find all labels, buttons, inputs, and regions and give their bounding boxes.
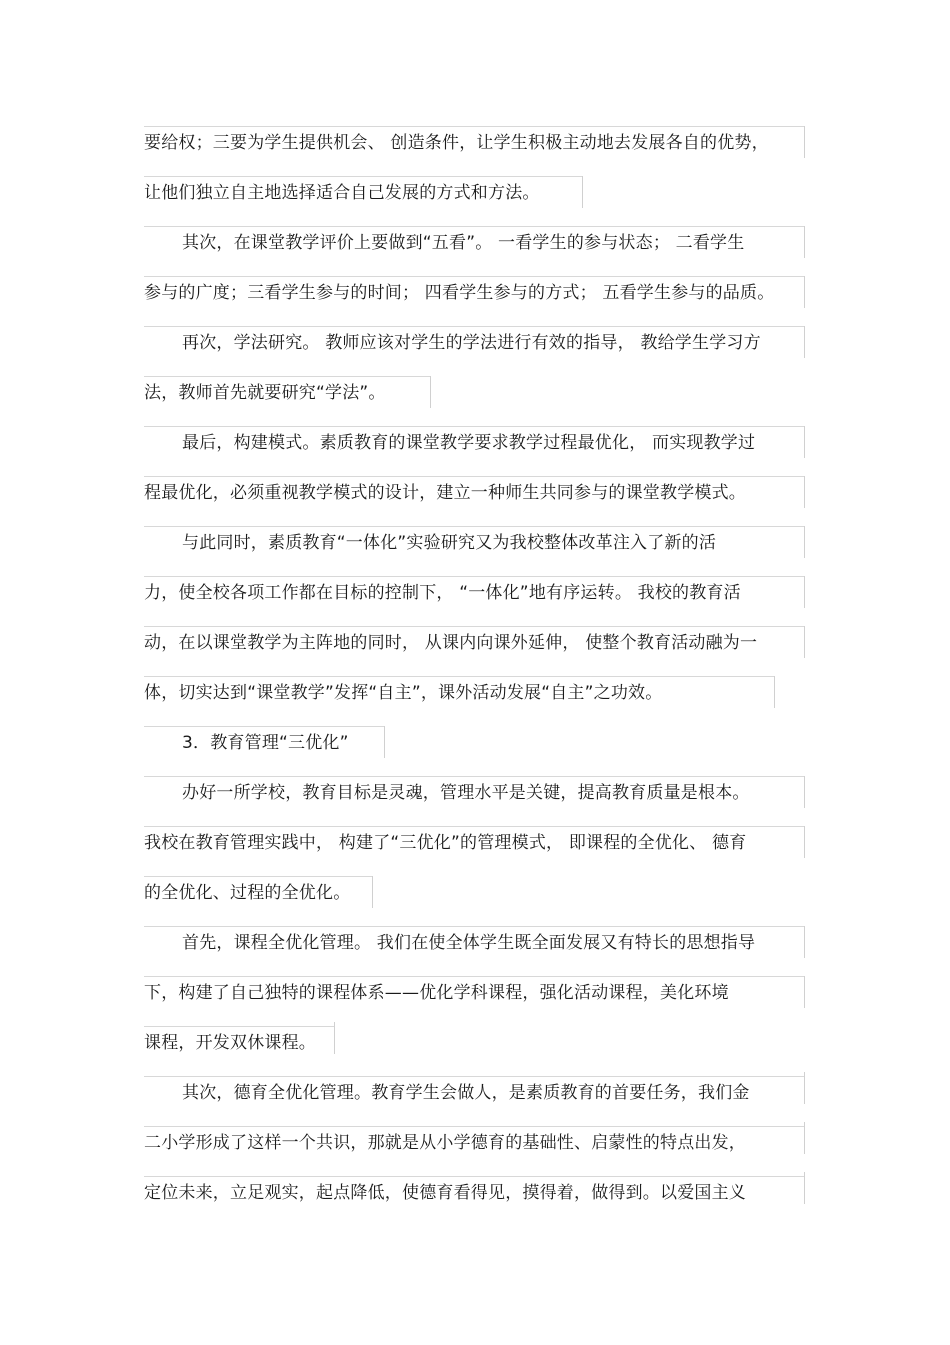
paragraph-line: 让他们独立自主地选择适合自己发展的方式和方法。 <box>144 183 540 203</box>
paragraph-line: 力，使全校各项工作都在目标的控制下， “一体化”地有序运转。 我校的教育活 <box>144 583 741 603</box>
divider <box>582 176 583 208</box>
divider <box>144 776 804 777</box>
divider <box>372 876 373 908</box>
divider <box>144 226 804 227</box>
divider <box>144 176 582 177</box>
divider <box>144 676 774 677</box>
divider <box>144 376 430 377</box>
divider <box>144 426 804 427</box>
divider <box>804 626 805 658</box>
divider <box>804 1172 805 1204</box>
divider <box>804 576 805 608</box>
paragraph-line: 的全优化、过程的全优化。 <box>144 883 351 903</box>
divider <box>144 126 804 127</box>
paragraph-line: 体，切实达到“课堂教学”发挥“自主”，课外活动发展“自主”之功效。 <box>144 683 663 703</box>
divider <box>384 726 385 758</box>
paragraph-line: 动，在以课堂教学为主阵地的同时， 从课内向课外延伸， 使整个教育活动融为一 <box>144 633 758 653</box>
paragraph-line: 二小学形成了这样一个共识，那就是从小学德育的基础性、启蒙性的特点出发， <box>144 1133 746 1153</box>
divider <box>144 526 804 527</box>
divider <box>804 926 805 958</box>
section-heading: 3．教育管理“三优化” <box>182 733 349 753</box>
paragraph-line: 与此同时，素质教育“一体化”实验研究又为我校整体改革注入了新的活 <box>182 533 717 553</box>
divider <box>144 876 372 877</box>
divider <box>144 576 804 577</box>
divider <box>144 326 804 327</box>
paragraph-line: 其次，德育全优化管理。教育学生会做人，是素质教育的首要任务，我们金 <box>182 1083 750 1103</box>
divider <box>144 476 804 477</box>
divider <box>804 226 805 258</box>
divider <box>804 276 805 308</box>
divider <box>804 776 805 808</box>
paragraph-line: 首先，课程全优化管理。 我们在使全体学生既全面发展又有特长的思想指导 <box>182 933 756 953</box>
divider <box>804 326 805 358</box>
paragraph-line: 再次，学法研究。 教师应该对学生的学法进行有效的指导， 教给学生学习方 <box>182 333 761 353</box>
paragraph-line: 定位未来，立足观实，起点降低，使德育看得见，摸得着，做得到。以爱国主义 <box>144 1183 746 1203</box>
paragraph-line: 法，教师首先就要研究“学法”。 <box>144 383 386 403</box>
divider <box>334 1022 335 1054</box>
divider <box>144 1076 804 1077</box>
paragraph-line: 要给权；三要为学生提供机会、 创造条件，让学生积极主动地去发展各自的优势， <box>144 133 769 153</box>
divider <box>804 126 805 158</box>
paragraph-line: 程最优化，必须重视教学模式的设计，建立一种师生共同参与的课堂教学模式。 <box>144 483 746 503</box>
paragraph-line: 参与的广度；三看学生参与的时间； 四看学生参与的方式； 五看学生参与的品质。 <box>144 283 775 303</box>
divider <box>144 626 804 627</box>
divider <box>804 826 805 858</box>
divider <box>144 976 804 977</box>
paragraph-line: 最后，构建模式。素质教育的课堂教学要求教学过程最优化， 而实现教学过 <box>182 433 756 453</box>
divider <box>144 1176 804 1177</box>
divider <box>144 726 384 727</box>
divider <box>430 376 431 408</box>
divider <box>804 426 805 458</box>
divider <box>774 676 775 708</box>
paragraph-line: 我校在教育管理实践中， 构建了“三优化”的管理模式， 即课程的全优化、 德育 <box>144 833 747 853</box>
divider <box>144 926 804 927</box>
paragraph-line: 课程，开发双休课程。 <box>144 1033 316 1053</box>
paragraph-line: 办好一所学校，教育目标是灵魂，管理水平是关键，提高教育质量是根本。 <box>182 783 750 803</box>
divider <box>804 476 805 508</box>
divider <box>804 1072 805 1104</box>
divider <box>144 1026 334 1027</box>
divider <box>144 826 804 827</box>
paragraph-line: 下，构建了自己独特的课程体系——优化学科课程，强化活动课程，美化环境 <box>144 983 729 1003</box>
divider <box>804 1122 805 1154</box>
paragraph-line: 其次，在课堂教学评价上要做到“五看”。 一看学生的参与状态； 二看学生 <box>182 233 745 253</box>
divider <box>804 526 805 558</box>
divider <box>804 976 805 1008</box>
divider <box>144 276 804 277</box>
divider <box>144 1126 804 1127</box>
